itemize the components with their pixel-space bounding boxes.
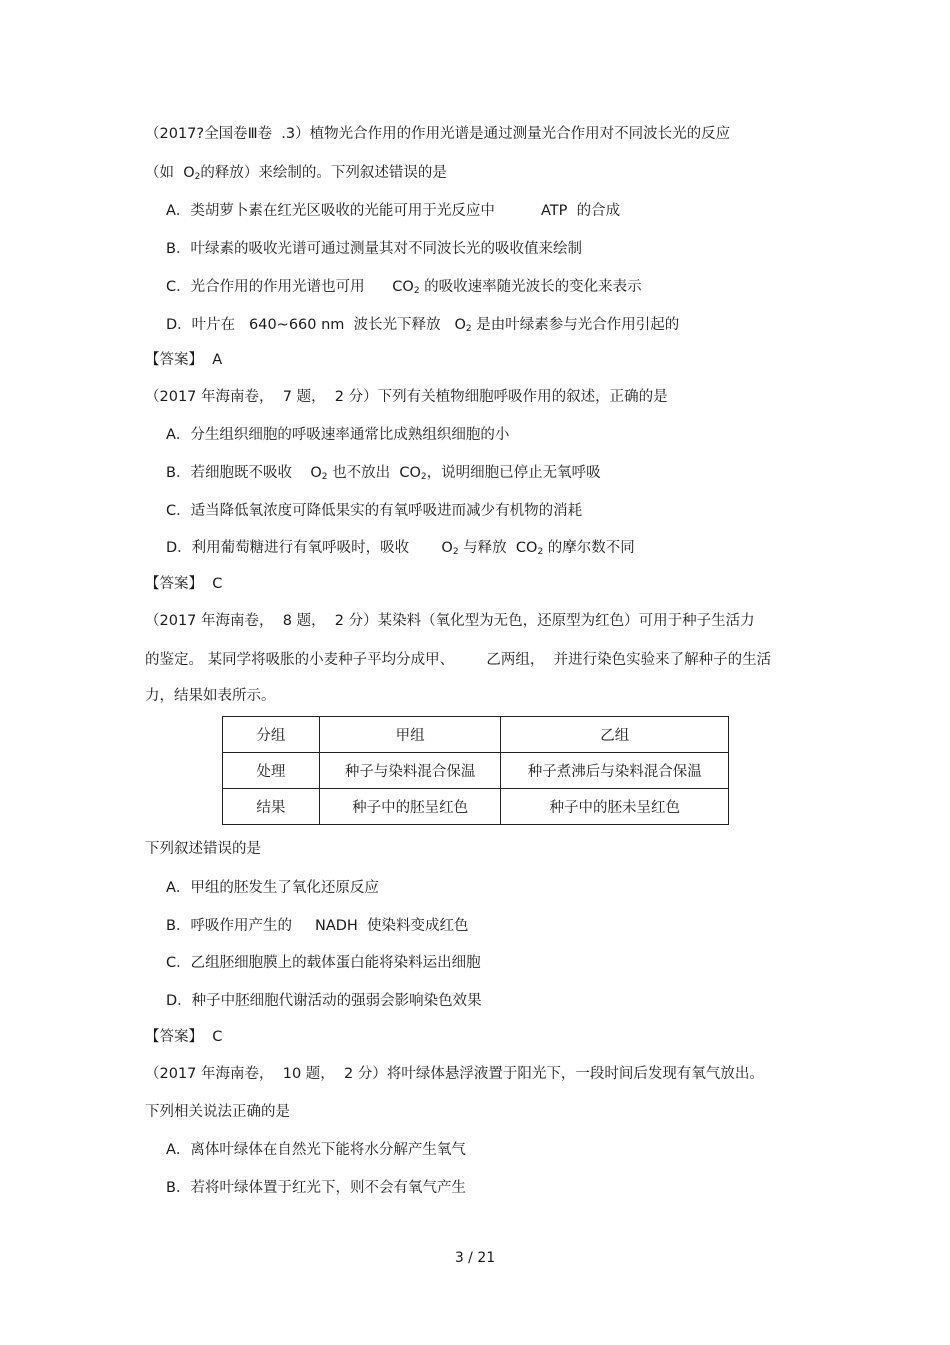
q1-option-d: D．叶片在 640~660 nm 波长光下释放 $O_2$ 是由叶绿素参与光合作用引起的 bbox=[166, 317, 680, 334]
q3-stem-line3: 力，结果如表所示。 bbox=[145, 688, 276, 704]
q2-option-a: A．分生组织细胞的呼吸速率通常比成熟组织细胞的小 bbox=[166, 427, 510, 443]
table-header-cell: 甲组 bbox=[319, 717, 501, 753]
q2-answer: 【答案】 C bbox=[145, 576, 223, 592]
q2-option-d: D．利用葡萄糖进行有氧呼吸时，吸收 $O_2$ 与释放 $CO_2$ 的摩尔数不同 bbox=[166, 540, 635, 557]
q2-stem: （2017 年海南卷， 7 题， 2 分）下列有关植物细胞呼吸作用的叙述，正确的是 bbox=[145, 389, 668, 405]
q1-option-b: B．叶绿素的吸收光谱可通过测量其对不同波长光的吸收值来绘制 bbox=[166, 241, 582, 257]
q3-option-b: B．呼吸作用产生的 NADH 使染料变成红色 bbox=[166, 918, 469, 934]
table-cell: 种子煮沸后与染料混合保温 bbox=[501, 753, 729, 789]
q1-option-a: A．类胡萝卜素在红光区吸收的光能可用于光反应中 ATP 的合成 bbox=[166, 203, 621, 219]
table-cell: 种子与染料混合保温 bbox=[319, 753, 501, 789]
table-row bbox=[223, 753, 729, 789]
q3-stem-line1: （2017 年海南卷， 8 题， 2 分）某染料（氧化型为无色，还原型为红色）可用于种子生活力 bbox=[145, 613, 755, 629]
q4-option-b: B．若将叶绿体置于红光下，则不会有氧气产生 bbox=[166, 1180, 466, 1196]
table-cell: 种子中的胚呈红色 bbox=[319, 789, 501, 825]
q2-option-b: B．若细胞既不吸收 $O_2$ 也不放出 $CO_2$，说明细胞已停止无氧呼吸 bbox=[166, 465, 601, 482]
q3-answer: 【答案】 C bbox=[145, 1029, 223, 1045]
table-cell: 种子中的胚未呈红色 bbox=[501, 789, 729, 825]
table-row bbox=[223, 789, 729, 825]
q3-prompt: 下列叙述错误的是 bbox=[145, 841, 261, 857]
q3-stem-line2: 的鉴定。 某同学将吸胀的小麦种子平均分成甲、 乙两组， 并进行染色实验来了解种子的生活 bbox=[145, 652, 772, 668]
table-cell: 处理 bbox=[223, 753, 320, 789]
q1-stem-line1: （2017?全国卷Ⅲ卷 .3）植物光合作用的作用光谱是通过测量光合作用对不同波长光的反应 bbox=[145, 126, 731, 142]
table-header-cell: 分组 bbox=[223, 717, 320, 753]
q1-answer: 【答案】 A bbox=[145, 352, 223, 368]
q2-option-c: C．适当降低氧浓度可降低果实的有氧呼吸进而减少有机物的消耗 bbox=[166, 503, 583, 519]
q3-option-d: D．种子中胚细胞代谢活动的强弱会影响染色效果 bbox=[166, 993, 482, 1009]
experiment-results-table bbox=[222, 716, 729, 825]
table-header-row bbox=[223, 717, 729, 753]
page-number: 3 / 21 bbox=[454, 1250, 496, 1266]
q4-stem-line2: 下列相关说法正确的是 bbox=[145, 1104, 290, 1120]
q3-option-c: C．乙组胚细胞膜上的载体蛋白能将染料运出细胞 bbox=[166, 955, 481, 971]
table-cell: 结果 bbox=[223, 789, 320, 825]
q1-option-c: C．光合作用的作用光谱也可用 $CO_2$ 的吸收速率随光波长的变化来表示 bbox=[166, 279, 642, 296]
table-header-cell: 乙组 bbox=[501, 717, 729, 753]
q4-option-a: A．离体叶绿体在自然光下能将水分解产生氧气 bbox=[166, 1142, 466, 1158]
q4-stem-line1: （2017 年海南卷， 10 题， 2 分）将叶绿体悬浮液置于阳光下，一段时间后发现有氧气放出。 bbox=[145, 1066, 764, 1082]
q3-option-a: A．甲组的胚发生了氧化还原反应 bbox=[166, 880, 379, 896]
q1-stem-line2: （如 $O_2$的释放）来绘制的。下列叙述错误的是 bbox=[145, 165, 447, 182]
